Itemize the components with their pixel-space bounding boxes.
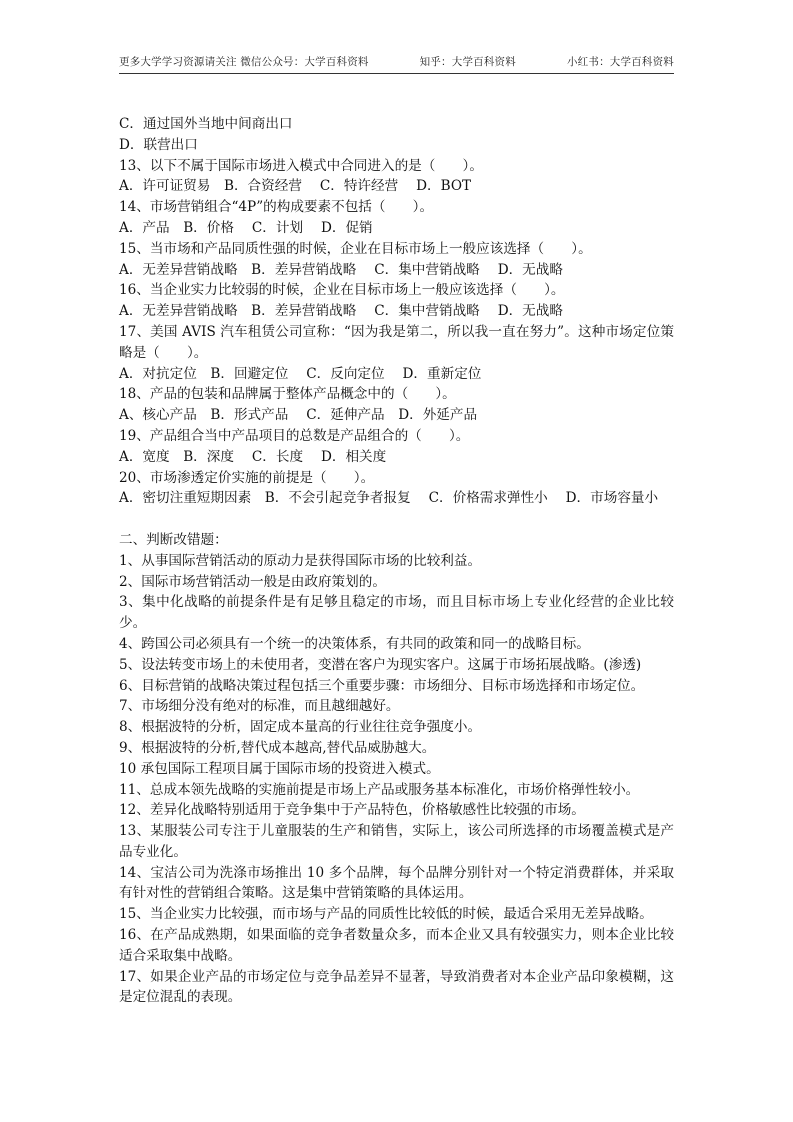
header-wechat: 更多大学学习资源请关注 微信公众号：大学百科资料 bbox=[119, 56, 369, 68]
option-line: A．无差异营销战略 B．差异营销战略 C．集中营销战略 D．无战略 bbox=[119, 303, 563, 320]
question-line: 14、市场营销组合“4P”的构成要素不包括（ ）。 bbox=[119, 199, 434, 216]
judgment-item: 1、从事国际营销活动的原动力是获得国际市场的比较利益。 bbox=[119, 552, 482, 569]
judgment-item: 10 承包国际工程项目属于国际市场的投资进入模式。 bbox=[119, 760, 440, 777]
question-line: 20、市场渗透定价实施的前提是（ ）。 bbox=[119, 469, 375, 486]
option-line: A．无差异营销战略 B．差异营销战略 C．集中营销战略 D．无战略 bbox=[119, 261, 563, 278]
judgment-item: 3、集中化战略的前提条件是有足够且稳定的市场，而且目标市场上专业化经营的企业比较少。 bbox=[119, 594, 674, 632]
question-line: 18、产品的包装和品牌属于整体产品概念中的（ ）。 bbox=[119, 386, 456, 403]
judgment-item: 4、跨国公司必须具有一个统一的决策体系，有共同的政策和同一的战略目标。 bbox=[119, 635, 590, 652]
judgment-item: 5、设法转变市场上的未使用者，变潜在客户为现实客户。这属于市场拓展战略。(渗透) bbox=[119, 656, 642, 673]
option-line: A．密切注重短期因素 B．不会引起竞争者报复 C．价格需求弹性小 D．市场容量小 bbox=[119, 490, 659, 507]
option-line: A．许可证贸易 B．合资经营 C．特许经营 D．BOT bbox=[119, 178, 472, 195]
question-line: 17、美国 AVIS 汽车租赁公司宣称：“因为我是第二，所以我一直在努力”。这种市场定位策略是（ ）。 bbox=[119, 323, 674, 361]
question-line: 19、产品组合当中产品项目的总数是产品组合的（ ）。 bbox=[119, 427, 470, 444]
section-title: 二、判断改错题： bbox=[119, 531, 228, 548]
option-line: A．产品 B．价格 C．计划 D．促销 bbox=[119, 219, 373, 236]
judgment-item: 11、总成本领先战略的实施前提是市场上产品或服务基本标准化，市场价格弹性较小。 bbox=[119, 781, 640, 798]
judgment-item: 14、宝洁公司为洗涤市场推出 10 多个品牌，每个品牌分别针对一个特定消费群体，并采取有针对性的营销组合策略。这是集中营销策略的具体运用。 bbox=[119, 864, 674, 902]
judgment-item: 17、如果企业产品的市场定位与竞争品差异不显著，导致消费者对本企业产品印象模糊，这是定位混乱的表现。 bbox=[119, 968, 674, 1006]
question-line: 15、当市场和产品同质性强的时候，企业在目标市场上一般应该选择（ ）。 bbox=[119, 240, 592, 257]
judgment-item: 12、差异化战略特别适用于竞争集中于产品特色，价格敏感性比较强的市场。 bbox=[119, 802, 585, 819]
question-line: 13、以下不属于国际市场进入模式中合同进入的是（ ）。 bbox=[119, 157, 483, 174]
header-xiaohongshu: 小红书：大学百科资料 bbox=[566, 56, 674, 68]
header-divider bbox=[119, 73, 674, 74]
section-spacer bbox=[119, 509, 674, 530]
option-line: A．对抗定位 B．回避定位 C．反向定位 D．重新定位 bbox=[119, 365, 482, 382]
option-line: C．通过国外当地中间商出口 bbox=[119, 116, 293, 132]
judgment-item: 8、根据波特的分析，固定成本量高的行业往往竞争强度小。 bbox=[119, 719, 482, 736]
document-body bbox=[119, 114, 674, 1008]
page-header bbox=[119, 54, 674, 69]
judgment-item: 7、市场细分没有绝对的标准，而且越细越好。 bbox=[119, 698, 400, 715]
option-line: A．宽度 B．深度 C．长度 D．相关度 bbox=[119, 448, 387, 465]
judgment-item: 13、某服装公司专注于儿童服装的生产和销售，实际上，该公司所选择的市场覆盖模式是产品专业化。 bbox=[119, 823, 674, 860]
header-zhihu: 知乎：大学百科资料 bbox=[419, 56, 516, 68]
judgment-item: 15、当企业实力比较强，而市场与产品的同质性比较低的时候，最适合采用无差异战略。 bbox=[119, 906, 653, 923]
judgment-item: 2、国际市场营销活动一般是由政府策划的。 bbox=[119, 573, 386, 590]
judgment-item: 16、在产品成熟期，如果面临的竞争者数量众多，而本企业又具有较强实力，则本企业比较适合采取集中战略。 bbox=[119, 927, 674, 964]
option-line: D．联营出口 bbox=[119, 136, 198, 153]
option-line: A、核心产品 B．形式产品 C．延伸产品 D．外延产品 bbox=[119, 407, 478, 424]
question-line: 16、当企业实力比较弱的时候，企业在目标市场上一般应该选择（ ）。 bbox=[119, 282, 565, 299]
judgment-item: 6、目标营销的战略决策过程包括三个重要步骤：市场细分、目标市场选择和市场定位。 bbox=[119, 677, 645, 694]
judgment-item: 9、根据波特的分析,替代成本越高,替代品威胁越大。 bbox=[119, 739, 436, 756]
